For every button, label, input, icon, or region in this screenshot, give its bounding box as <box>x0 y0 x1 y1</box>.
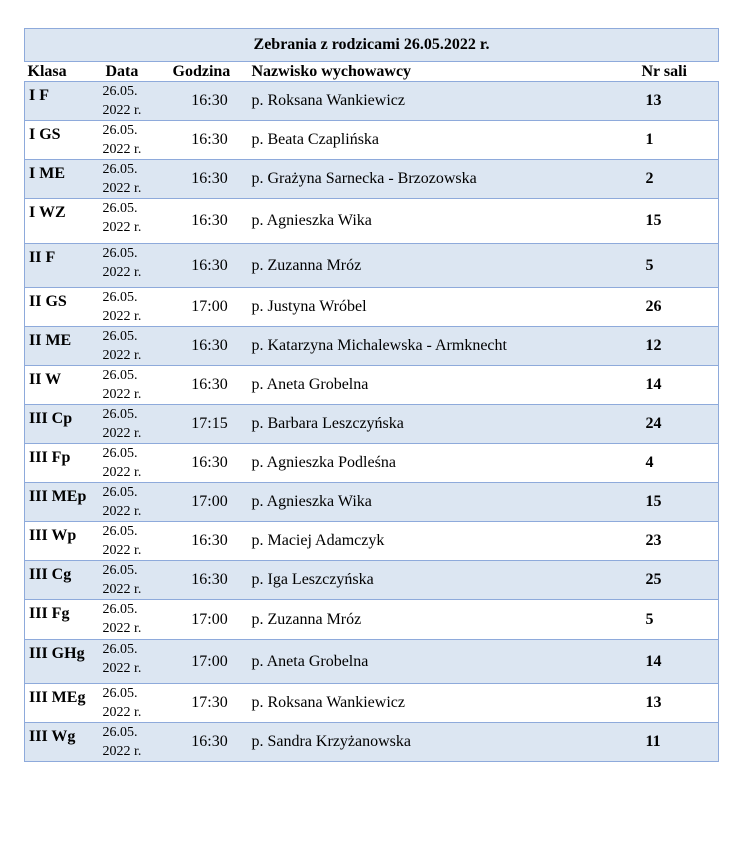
table-row <box>25 522 719 561</box>
table-row <box>25 82 719 121</box>
cell-data-line2: 2022 r. <box>102 705 142 720</box>
cell-klasa: II W <box>25 366 103 405</box>
cell-data-line1: 26.05. <box>102 725 138 740</box>
cell-nr-sali: 12 <box>632 327 719 366</box>
cell-klasa: I ME <box>25 160 103 199</box>
table-row <box>25 723 719 762</box>
cell-klasa: II F <box>25 244 103 288</box>
cell-data-line2: 2022 r. <box>102 103 142 118</box>
cell-nr-sali: 26 <box>632 288 719 327</box>
cell-data <box>103 600 171 640</box>
cell-godzina: 16:30 <box>171 244 249 288</box>
cell-data <box>103 640 171 684</box>
cell-nazwisko: p. Zuzanna Mróz <box>249 600 632 640</box>
table-row <box>25 561 719 600</box>
cell-klasa: III Cp <box>25 405 103 444</box>
table-row <box>25 199 719 244</box>
cell-klasa: III Fp <box>25 444 103 483</box>
cell-nazwisko: p. Grażyna Sarnecka - Brzozowska <box>249 160 632 199</box>
cell-nr-sali: 15 <box>632 199 719 244</box>
cell-data-line1: 26.05. <box>102 246 138 261</box>
cell-data-line1: 26.05. <box>102 368 138 383</box>
cell-godzina: 16:30 <box>171 199 249 244</box>
cell-data <box>103 82 171 121</box>
title-row <box>25 29 719 62</box>
cell-data <box>103 444 171 483</box>
table-body <box>25 82 719 762</box>
cell-nr-sali: 5 <box>632 600 719 640</box>
cell-data <box>103 244 171 288</box>
cell-nr-sali: 24 <box>632 405 719 444</box>
cell-data <box>103 684 171 723</box>
cell-data-line2: 2022 r. <box>102 582 142 597</box>
cell-nazwisko: p. Barbara Leszczyńska <box>249 405 632 444</box>
cell-nr-sali: 4 <box>632 444 719 483</box>
cell-data-line2: 2022 r. <box>102 504 142 519</box>
header-nazwisko: Nazwisko wychowawcy <box>249 62 632 82</box>
cell-nazwisko: p. Beata Czaplińska <box>249 121 632 160</box>
cell-nr-sali: 14 <box>632 640 719 684</box>
cell-data-line1: 26.05. <box>102 446 138 461</box>
cell-data <box>103 483 171 522</box>
cell-data-line1: 26.05. <box>102 123 138 138</box>
cell-data <box>103 405 171 444</box>
cell-data-line1: 26.05. <box>102 686 138 701</box>
cell-data <box>103 366 171 405</box>
cell-klasa: I F <box>25 82 103 121</box>
cell-data-line2: 2022 r. <box>102 661 142 676</box>
table-row <box>25 244 719 288</box>
cell-data-line2: 2022 r. <box>102 621 142 636</box>
cell-godzina: 17:00 <box>171 288 249 327</box>
cell-nazwisko: p. Roksana Wankiewicz <box>249 684 632 723</box>
cell-klasa: III Cg <box>25 561 103 600</box>
cell-data-line2: 2022 r. <box>102 426 142 441</box>
table-row <box>25 366 719 405</box>
table-row <box>25 327 719 366</box>
cell-godzina: 16:30 <box>171 366 249 405</box>
cell-nr-sali: 13 <box>632 82 719 121</box>
cell-klasa: III Wg <box>25 723 103 762</box>
cell-data-line1: 26.05. <box>102 162 138 177</box>
cell-godzina: 16:30 <box>171 121 249 160</box>
table-title: Zebrania z rodzicami 26.05.2022 r. <box>25 29 719 62</box>
cell-nazwisko: p. Aneta Grobelna <box>249 640 632 684</box>
cell-nazwisko: p. Maciej Adamczyk <box>249 522 632 561</box>
cell-data <box>103 522 171 561</box>
cell-klasa: III MEg <box>25 684 103 723</box>
cell-nr-sali: 13 <box>632 684 719 723</box>
cell-godzina: 16:30 <box>171 160 249 199</box>
table-row <box>25 640 719 684</box>
cell-data-line1: 26.05. <box>102 329 138 344</box>
cell-nazwisko: p. Iga Leszczyńska <box>249 561 632 600</box>
table-row <box>25 684 719 723</box>
cell-data-line2: 2022 r. <box>102 543 142 558</box>
cell-data-line2: 2022 r. <box>102 181 142 196</box>
cell-godzina: 17:00 <box>171 483 249 522</box>
cell-data-line1: 26.05. <box>102 563 138 578</box>
cell-data <box>103 327 171 366</box>
header-godzina: Godzina <box>171 62 249 82</box>
cell-nr-sali: 23 <box>632 522 719 561</box>
cell-data-line1: 26.05. <box>102 602 138 617</box>
table-row <box>25 444 719 483</box>
cell-nazwisko: p. Agnieszka Wika <box>249 483 632 522</box>
table-row <box>25 288 719 327</box>
cell-godzina: 16:30 <box>171 82 249 121</box>
cell-data <box>103 199 171 244</box>
cell-godzina: 16:30 <box>171 327 249 366</box>
cell-godzina: 17:00 <box>171 600 249 640</box>
cell-data-line1: 26.05. <box>102 290 138 305</box>
cell-data-line2: 2022 r. <box>102 348 142 363</box>
cell-nr-sali: 2 <box>632 160 719 199</box>
cell-data <box>103 723 171 762</box>
cell-klasa: III GHg <box>25 640 103 684</box>
cell-data-line2: 2022 r. <box>102 142 142 157</box>
cell-nazwisko: p. Agnieszka Podleśna <box>249 444 632 483</box>
table-row <box>25 483 719 522</box>
cell-godzina: 17:15 <box>171 405 249 444</box>
cell-data-line2: 2022 r. <box>102 309 142 324</box>
cell-data <box>103 160 171 199</box>
cell-godzina: 17:00 <box>171 640 249 684</box>
cell-data <box>103 561 171 600</box>
cell-data-line1: 26.05. <box>102 407 138 422</box>
table-row <box>25 160 719 199</box>
cell-nr-sali: 15 <box>632 483 719 522</box>
cell-nazwisko: p. Zuzanna Mróz <box>249 244 632 288</box>
cell-godzina: 17:30 <box>171 684 249 723</box>
cell-klasa: III Fg <box>25 600 103 640</box>
cell-nazwisko: p. Roksana Wankiewicz <box>249 82 632 121</box>
cell-nr-sali: 5 <box>632 244 719 288</box>
header-nr-sali: Nr sali <box>632 62 719 82</box>
cell-nazwisko: p. Sandra Krzyżanowska <box>249 723 632 762</box>
table-row <box>25 405 719 444</box>
table-row <box>25 600 719 640</box>
cell-klasa: I GS <box>25 121 103 160</box>
meetings-table <box>24 28 719 762</box>
cell-data-line2: 2022 r. <box>102 220 142 235</box>
cell-data <box>103 288 171 327</box>
cell-godzina: 16:30 <box>171 561 249 600</box>
cell-klasa: I WZ <box>25 199 103 244</box>
document-page <box>24 28 718 762</box>
header-row <box>25 62 719 82</box>
cell-data <box>103 121 171 160</box>
header-data: Data <box>103 62 171 82</box>
cell-nazwisko: p. Agnieszka Wika <box>249 199 632 244</box>
cell-klasa: II ME <box>25 327 103 366</box>
cell-data-line1: 26.05. <box>102 84 138 99</box>
cell-godzina: 16:30 <box>171 723 249 762</box>
cell-klasa: II GS <box>25 288 103 327</box>
cell-godzina: 16:30 <box>171 522 249 561</box>
cell-data-line2: 2022 r. <box>102 387 142 402</box>
cell-nazwisko: p. Aneta Grobelna <box>249 366 632 405</box>
cell-godzina: 16:30 <box>171 444 249 483</box>
cell-data-line2: 2022 r. <box>102 465 142 480</box>
cell-data-line1: 26.05. <box>102 524 138 539</box>
cell-nr-sali: 11 <box>632 723 719 762</box>
cell-nazwisko: p. Katarzyna Michalewska - Armknecht <box>249 327 632 366</box>
cell-data-line1: 26.05. <box>102 201 138 216</box>
cell-nr-sali: 14 <box>632 366 719 405</box>
cell-nazwisko: p. Justyna Wróbel <box>249 288 632 327</box>
header-klasa: Klasa <box>25 62 103 82</box>
cell-data-line2: 2022 r. <box>102 744 142 759</box>
cell-data-line2: 2022 r. <box>102 265 142 280</box>
cell-klasa: III MEp <box>25 483 103 522</box>
cell-nr-sali: 1 <box>632 121 719 160</box>
cell-data-line1: 26.05. <box>102 642 138 657</box>
cell-nr-sali: 25 <box>632 561 719 600</box>
cell-data-line1: 26.05. <box>102 485 138 500</box>
table-row <box>25 121 719 160</box>
cell-klasa: III Wp <box>25 522 103 561</box>
